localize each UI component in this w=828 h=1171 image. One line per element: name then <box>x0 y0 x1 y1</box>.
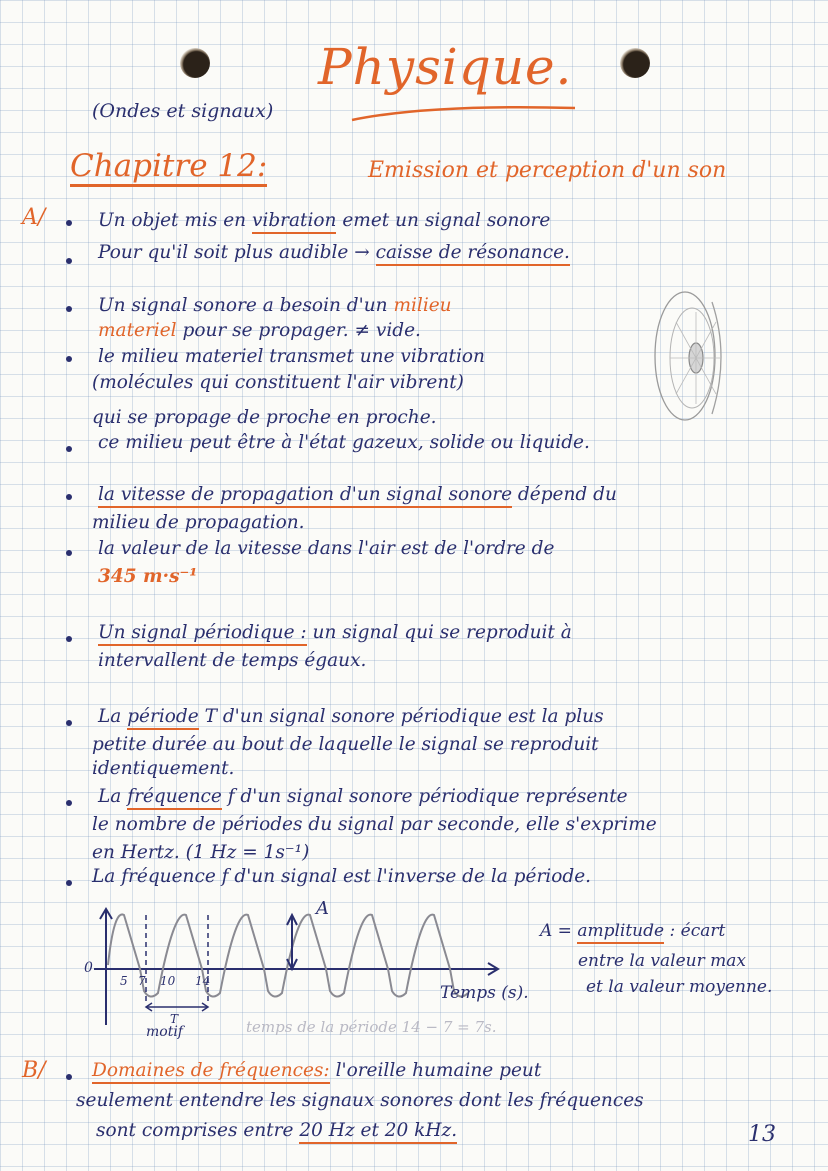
bullet <box>66 446 72 452</box>
text-line <box>98 242 570 264</box>
text-l18a: La <box>98 786 122 807</box>
bullet <box>66 306 72 312</box>
text-line <box>96 1120 457 1142</box>
term-milieu: milieu <box>393 295 452 316</box>
binder-hole-left <box>180 48 210 78</box>
text-l10: milieu de propagation. <box>92 512 305 533</box>
text-l11: la valeur de la vitesse dans l'air est de l'ordre de <box>98 538 555 559</box>
text-l16: petite durée au bout de laquelle le signal se reproduit <box>92 734 599 755</box>
term-materiel: materiel <box>98 320 177 341</box>
title-underline <box>350 100 580 124</box>
text-l6: (molécules qui constituent l'air vibrent) <box>92 372 464 393</box>
term-vibration: vibration <box>252 210 337 234</box>
chapter-title: Emission et perception d'un son <box>368 158 727 183</box>
text-line <box>92 1060 541 1082</box>
bullet <box>66 880 72 886</box>
text-l14: intervallent de temps égaux. <box>98 650 367 671</box>
text-b-l2: seulement entendre les signaux sonores dont les fréquences <box>76 1090 644 1111</box>
tick-label-10: 10 <box>160 974 176 988</box>
x-axis-label: Temps (s). <box>440 983 529 1003</box>
text-line <box>98 706 604 728</box>
term-domaines-frequences: Domaines de fréquences: <box>92 1060 330 1084</box>
text-line <box>98 484 617 506</box>
term-amplitude: amplitude <box>577 921 664 944</box>
text-l3a: Un signal sonore a besoin d'un <box>98 295 388 316</box>
text-line <box>98 320 421 342</box>
section-b-label: B/ <box>22 1058 46 1083</box>
bullet <box>66 1074 72 1080</box>
bullet <box>66 220 72 226</box>
text-l20: en Hertz. (1 Hz = 1s⁻¹) <box>92 842 310 863</box>
text-l19: le nombre de périodes du signal par seconde, elle s'exprime <box>92 814 657 835</box>
text-line <box>98 622 572 644</box>
motif-label: motif <box>146 1024 183 1040</box>
text-l21: La fréquence f d'un signal est l'inverse de la période. <box>92 866 592 887</box>
speed-value: 345 m·s⁻¹ <box>98 566 198 587</box>
signal-graph <box>78 905 518 1030</box>
amplitude-definition <box>540 920 725 942</box>
page-number: 13 <box>748 1122 776 1147</box>
amplitude-marker: A <box>316 898 329 919</box>
text-line <box>98 295 452 317</box>
text-l5: le milieu materiel transmet une vibration <box>98 346 485 367</box>
text-l13b: un signal qui se reproduit à <box>312 622 572 643</box>
text-b-l3a: sont comprises entre <box>96 1120 294 1141</box>
page-title: Physique. <box>318 38 573 96</box>
text-b-l1b: l'oreille humaine peut <box>335 1060 542 1081</box>
amplitude-def-c: entre la valeur max <box>578 951 746 971</box>
chapter-label: Chapitre 12: <box>70 148 267 187</box>
tick-label-5: 5 <box>120 974 128 988</box>
text-l9b: dépend du <box>517 484 617 505</box>
tick-label-14: 14 <box>195 974 211 988</box>
text-l4b: pour se propager. ≠ vide. <box>182 320 421 341</box>
motif-T: T <box>170 1012 179 1026</box>
text-line <box>98 786 628 808</box>
amplitude-def-d: et la valeur moyenne. <box>586 977 773 997</box>
text-l7: qui se propage de proche en proche. <box>92 407 437 428</box>
term-signal-periodique: Un signal périodique : <box>98 622 307 646</box>
bullet <box>66 494 72 500</box>
binder-hole-right <box>620 48 650 78</box>
bullet <box>66 720 72 726</box>
tick-label-7: 7 <box>138 974 146 988</box>
term-caisse-resonance: caisse de résonance. <box>376 242 570 266</box>
text-l15a: La <box>98 706 122 727</box>
term-frequence: fréquence <box>127 786 222 810</box>
text-l1c: emet un signal sonore <box>342 210 551 231</box>
speaker-sketch <box>640 282 730 430</box>
text-l18c: f d'un signal sonore périodique représente <box>227 786 628 807</box>
text-l15c: T d'un signal sonore périodique est la plus <box>204 706 604 727</box>
text-l8: ce milieu peut être à l'état gazeux, solide ou liquide. <box>98 432 590 453</box>
bullet <box>66 550 72 556</box>
subtitle: (Ondes et signaux) <box>92 100 274 122</box>
origin-label: 0 <box>84 960 93 976</box>
text-l17: identiquement. <box>92 758 235 779</box>
text-l2a: Pour qu'il soit plus audible → <box>98 242 370 263</box>
frequency-range: 20 Hz et 20 kHz. <box>299 1120 457 1144</box>
section-a-label: A/ <box>22 205 46 230</box>
bullet <box>66 258 72 264</box>
text-line <box>98 210 550 232</box>
period-note: temps de la période 14 − 7 = 7s. <box>246 1018 497 1036</box>
term-vitesse-propagation: la vitesse de propagation d'un signal sonore <box>98 484 512 508</box>
amplitude-def-b: : écart <box>669 921 726 941</box>
bullet <box>66 800 72 806</box>
bullet <box>66 356 72 362</box>
text-l1a: Un objet mis en <box>98 210 247 231</box>
amplitude-def-a: A = <box>540 921 572 941</box>
term-periode: période <box>127 706 198 730</box>
bullet <box>66 636 72 642</box>
